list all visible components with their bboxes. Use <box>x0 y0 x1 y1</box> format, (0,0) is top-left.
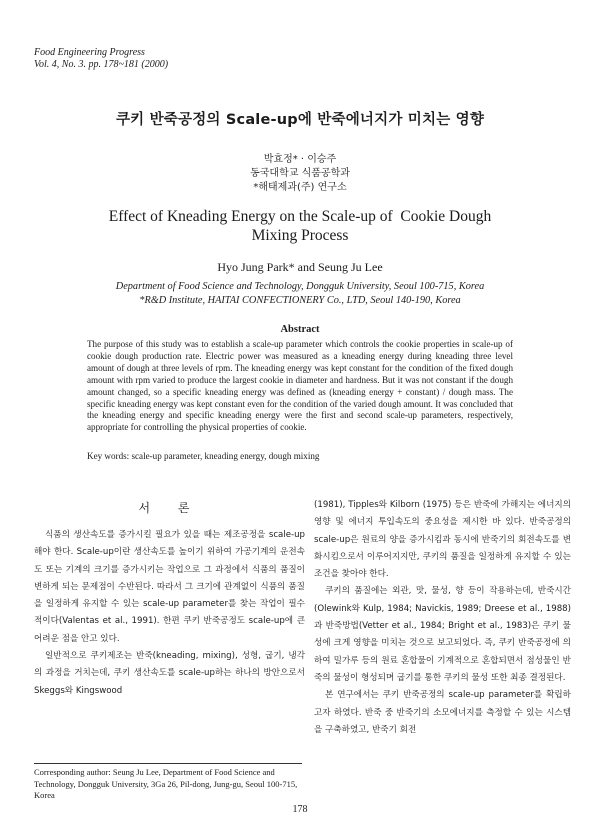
footnote-divider <box>34 763 302 764</box>
right-paragraph-2: 쿠키의 품질에는 외관, 맛, 물성, 향 등이 작용하는데, 반죽시간(Olewink와 Kulp, 1984; Navickis, 1989; Dreese et al., 1988)과 반죽방법(Vetter et al., 1984; Bright et al., 1983)은 쿠키 물성에 크게 영향을 미치는 것으로 보고되었다. 즉, 쿠키 반죽공정에 의하여 밀가루 등의 원료 혼합물이 기계적으로 혼합되면서 점성물인 반죽의 물성이 형성되며 굽기를 통한 쿠키의 물성 또한 최종 결정된다. <box>314 586 571 683</box>
right-paragraph-1: (1981), Tipples와 Kilborn (1975) 등은 반죽에 가해지는 에너지의 영향 및 에너지 투입속도의 중요성을 제시한 바 있다. 반죽공정의 scale-up은 원료의 양을 증가시킴과 동시에 반죽기의 회전속도를 변화시킴으로서 이루어지지만, 쿠키의 품질을 일정하게 유지할 수 있는 조건을 찾아야 한다. <box>314 500 571 580</box>
page-number: 178 <box>292 804 308 815</box>
left-paragraph-2: 일반적으로 쿠키제조는 반죽(kneading, mixing), 성형, 굽기, 냉각의 과정을 거치는데, 쿠키 생산속도를 scale-up하는 하나의 방안으로서 Skeggs와 Kingswood <box>34 651 305 696</box>
abstract-heading: Abstract <box>280 324 320 335</box>
english-affiliation-2: *R&D Institute, HAITAI CONFECTIONERY Co., LTD, Seoul 140-190, Korea <box>139 294 461 306</box>
korean-affiliations <box>0 167 600 195</box>
korean-title: 쿠키 반죽공정의 Scale-up에 반죽에너지가 미치는 영향 <box>115 112 485 128</box>
journal-header <box>34 47 168 71</box>
korean-affiliation-1: 동국대학교 식품공학과 <box>250 168 350 179</box>
keywords: Key words: scale-up parameter, kneading energy, dough mixing <box>87 451 320 461</box>
right-column <box>314 497 571 739</box>
korean-authors: 박효정* · 이승주 <box>263 154 337 165</box>
right-paragraph-3: 본 연구에서는 쿠키 반죽공정의 scale-up parameter를 확립하고자 하였다. 반죽 중 반죽기의 소모에너지를 측정할 수 있는 시스템을 구축하였고, 반죽기 회전 <box>314 690 571 735</box>
left-column <box>34 527 305 700</box>
journal-volume: Vol. 4, No. 3. pp. 178~181 (2000) <box>34 59 169 70</box>
english-authors: Hyo Jung Park* and Seung Ju Lee <box>217 260 383 274</box>
english-title-line-1: Effect of Kneading Energy on the Scale-up of Cookie Dough <box>108 208 492 225</box>
corresponding-author-footnote: Corresponding author: Seung Ju Lee, Department of Food Science and Technology, Dongguk University, 3Ga 26, Pil-dong, Jung-gu, Seoul 100-715, Korea <box>34 767 298 801</box>
abstract-body: The purpose of this study was to establish a scale-up parameter which controls the cookie properties in scale-up of cookie dough production rate. Electric power was measured as a kneading energy during kneading three level amount of dough at three levels of rpm. The kneading energy was kept constant for the condition of the fixed dough amount with rpm varied to produce the largest cookie in diameter and hardness. But it was not constant if the dough amount changed, so a specific kneading energy was defined as (kneading energy + constant) / dough mass. The specific kneading energy was kept constant even for the condition of the varied dough amount. It was concluded that the kneading energy and specific kneading energy were the first and second scale-up parameters, respectively, appropriate for controlling the physical properties of cookie. <box>87 339 513 433</box>
english-affiliation-1: Department of Food Science and Technology, Dongguk University, Seoul 100-715, Korea <box>115 281 485 292</box>
journal-name: Food Engineering Progress <box>34 47 145 58</box>
english-title-line-2: Mixing Process <box>251 227 349 244</box>
korean-affiliation-2: *해태제과(주) 연구소 <box>253 182 347 193</box>
left-paragraph-1: 식품의 생산속도를 증가시킬 필요가 있을 때는 제조공정을 scale-up해야 한다. Scale-up이란 생산속도를 높이기 위하여 가공기계의 운전속도 또는 기계의 크기를 증가시키는 작업으로 그 과정에서 식품의 품질이 변하게 되는 문제점이 수반된다. 따라서 그 크기에 관계없이 식품의 품질을 일정하게 유지할 수 있는 scale-up parameter를 찾는 작업이 필수적이다(Valentas et al., 1991). 한편 쿠키 반죽공정도 scale-up에 큰 어려운 점을 안고 있다. <box>34 530 305 644</box>
english-affiliations <box>0 280 600 307</box>
section-heading-introduction: 서 론 <box>138 501 202 515</box>
english-title <box>0 207 600 245</box>
